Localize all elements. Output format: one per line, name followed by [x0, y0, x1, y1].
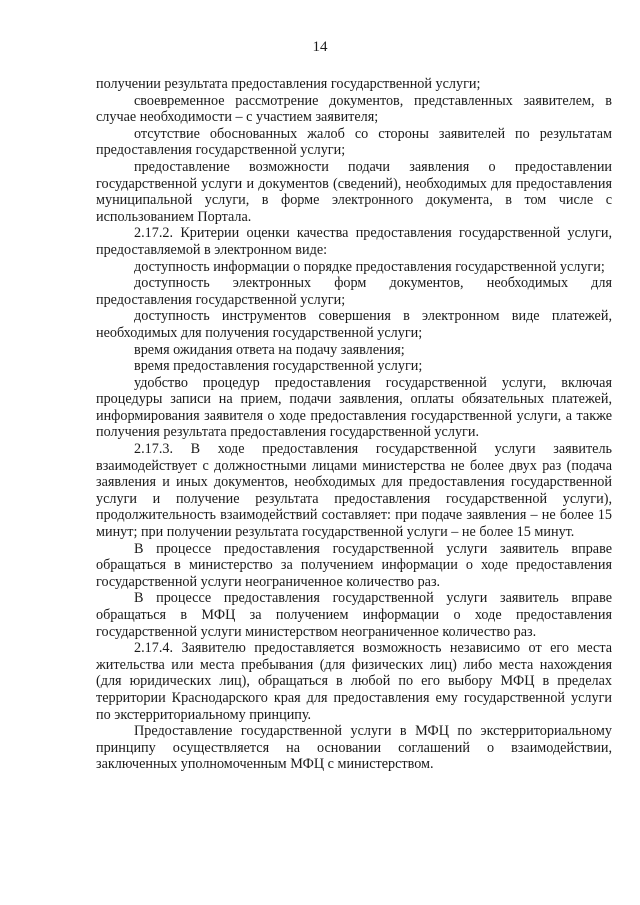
- paragraph: своевременное рассмотрение документов, представленных заявителем, в случае необходимости – с участием заявителя;: [96, 92, 612, 126]
- paragraph: 2.17.4. Заявителю предоставляется возможность независимо от его места жительства или места пребывания (для физических лиц) либо места нахождения (для юридических лиц), обращаться в любой по его выбору МФЦ в пределах территории Краснодарского края для предоставления ему государственной услуги по экстерриториальному принципу.: [96, 640, 612, 723]
- page-number: 14: [312, 39, 328, 55]
- paragraph: В процессе предоставления государственной услуги заявитель вправе обращаться в министерство за получением информации о ходе предоставления государственной услуги неограниченное количество раз.: [96, 540, 612, 590]
- document-body: [96, 76, 612, 773]
- paragraph: доступность электронных форм документов, необходимых для предоставления государственной услуги;: [96, 275, 612, 308]
- paragraph: Предоставление государственной услуги в МФЦ по экстерриториальному принципу осуществляется на основании соглашений о взаимодействии, заключенных уполномоченным МФЦ с министерством.: [96, 723, 612, 773]
- paragraph: доступность информации о порядке предоставления государственной услуги;: [134, 258, 605, 275]
- paragraph: В процессе предоставления государственной услуги заявитель вправе обращаться в МФЦ за получением информации о ходе предоставления государственной услуги министерством неограниченное количество раз.: [96, 590, 612, 640]
- paragraph: время предоставления государственной услуги;: [134, 358, 423, 375]
- paragraph: доступность инструментов совершения в электронном виде платежей, необходимых для получения государственной услуги;: [96, 308, 612, 341]
- paragraph: 2.17.3. В ходе предоставления государственной услуги заявитель взаимодействует с должностными лицами министерства не более двух раз (подача заявления и иных документов, необходимых для предоставления государственной услуги и получение результата предоставления государственной услуги), продолжительность взаимодействий составляет: при подаче заявления – не более 15 минут; при получении результата государственной услуги – не более 15 минут.: [96, 441, 612, 541]
- paragraph: отсутствие обоснованных жалоб со стороны заявителей по результатам предоставления государственной услуги;: [96, 125, 612, 159]
- paragraph: 2.17.2. Критерии оценки качества предоставления государственной услуги, предоставляемой в электронном виде:: [96, 225, 612, 258]
- paragraph: предоставление возможности подачи заявления о предоставлении государственной услуги и документов (сведений), необходимых для предоставления муниципальной услуги, в форме электронного документа, в том числе с использованием Портала.: [96, 158, 612, 225]
- paragraph: удобство процедур предоставления государственной услуги, включая процедуры записи на прием, подачи заявления, оплаты обязательных платежей, информирования заявителя о ходе предоставления государственной услуги, а также получения результата предоставления государственной услуги.: [96, 374, 612, 441]
- paragraph: время ожидания ответа на подачу заявления;: [134, 341, 405, 358]
- paragraph: получении результата предоставления государственной услуги;: [96, 76, 481, 92]
